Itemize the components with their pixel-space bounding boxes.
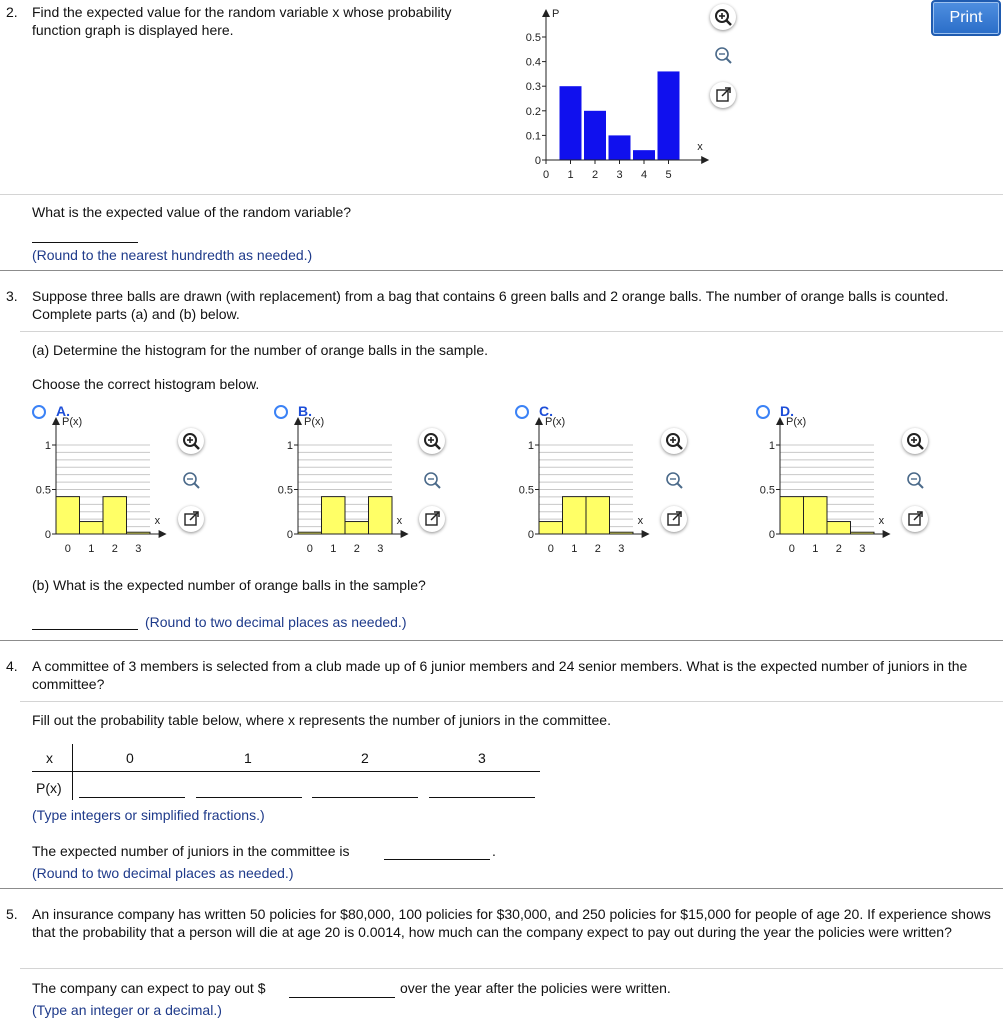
bar	[780, 497, 804, 534]
q5-hint: (Type an integer or a decimal.)	[32, 1002, 222, 1018]
bar	[563, 497, 587, 534]
x-axis-arrow	[159, 530, 167, 538]
y-tick-label: 0	[44, 529, 51, 541]
x-tick-label: 2	[353, 543, 360, 555]
y-tick-label: 0.5	[35, 484, 51, 497]
table-p-input-1[interactable]	[196, 797, 302, 798]
question-3-part-b: (b) What is the expected number of orange balls in the sample?	[32, 577, 426, 593]
bar	[609, 135, 631, 160]
x-axis-arrow	[701, 156, 709, 164]
q5-payout-after: over the year after the policies were written.	[400, 980, 671, 996]
y-tick-label: 0.1	[525, 130, 541, 143]
zoom-out-icon[interactable]	[710, 42, 736, 68]
table-x-value: 3	[478, 750, 486, 766]
y-tick-label: 0.4	[525, 56, 541, 69]
question-5-prompt: An insurance company has written 50 policies for $80,000, 100 policies for $30,000, and 250 policies for $15,000 for people of age 20. If experience shows that the probability that a person will die at age 20 is 0.0014, how much can the company expect to pay out during the year the policies were written?	[32, 906, 991, 940]
x-tick-label: 2	[594, 543, 601, 555]
open-new-window-icon[interactable]	[178, 506, 204, 532]
bar	[80, 522, 104, 534]
question-4-fill: Fill out the probability table below, where x represents the number of juniors in the committee.	[32, 712, 611, 728]
x-axis-label: x	[697, 141, 703, 153]
bar	[586, 497, 610, 534]
y-tick-label: 0.5	[518, 484, 534, 497]
q4-expected-text: The expected number of juniors in the committee is	[32, 843, 350, 859]
x-tick-label: 2	[835, 543, 842, 555]
y-tick-label: 0.5	[277, 484, 293, 497]
zoom-out-icon[interactable]	[902, 467, 928, 493]
x-tick-label: 0	[542, 169, 550, 181]
question-3-prompt: Suppose three balls are drawn (with replacement) from a bag that contains 6 green balls and 2 orange balls. The number of orange balls is counted. Complete parts (a) and (b) below.	[32, 288, 949, 322]
y-axis-label: P	[552, 8, 560, 20]
x-tick-label: 1	[812, 543, 819, 555]
y-tick-label: 0.5	[525, 32, 541, 44]
zoom-in-icon[interactable]	[661, 428, 687, 454]
x-tick-label: 3	[616, 169, 623, 181]
y-axis-label: P(x)	[545, 416, 566, 428]
bar	[560, 86, 582, 160]
option-a-label[interactable]: A.	[56, 403, 70, 419]
table-p-input-2[interactable]	[312, 797, 418, 798]
bar	[369, 497, 393, 534]
y-tick-label: 0.5	[759, 484, 775, 497]
x-axis-arrow	[401, 530, 409, 538]
bar	[584, 111, 606, 160]
question-3-part-a: (a) Determine the histogram for the number of orange balls in the sample.	[32, 342, 489, 358]
x-tick-label: 1	[571, 543, 578, 555]
open-new-window-icon[interactable]	[419, 506, 445, 532]
x-tick-label: 3	[377, 543, 384, 555]
option-d-label[interactable]: D.	[780, 403, 794, 419]
option-c-radio[interactable]	[515, 405, 529, 419]
table-p-header: P(x)	[36, 780, 62, 796]
print-button[interactable]: Print	[931, 0, 1001, 36]
option-d-radio[interactable]	[756, 405, 770, 419]
y-tick-label: 0.3	[525, 81, 541, 94]
zoom-out-icon[interactable]	[419, 467, 445, 493]
x-axis-label: x	[154, 515, 161, 527]
question-5-number: 5.	[6, 906, 18, 922]
question-2-prompt: Find the expected value for the random variable x whose probability function graph is displayed here.	[32, 4, 452, 38]
q4-answer-input[interactable]	[384, 859, 490, 860]
option-b-histogram	[272, 416, 422, 555]
y-tick-label: 0.2	[525, 105, 541, 118]
y-tick-label: 0	[286, 529, 293, 541]
option-a-histogram	[30, 416, 180, 555]
q5-payout-before: The company can expect to pay out $	[32, 980, 266, 996]
y-tick-label: 0	[527, 529, 534, 541]
q2-answer-input[interactable]	[32, 242, 138, 243]
question-2-number: 2.	[6, 4, 18, 20]
option-c-histogram	[513, 416, 663, 555]
y-axis-label: P(x)	[786, 416, 807, 428]
zoom-in-icon[interactable]	[419, 428, 445, 454]
table-x-value: 1	[244, 750, 252, 766]
question-4-prompt: A committee of 3 members is selected from a club made up of 6 junior members and 24 senior members. What is the expected number of juniors in the committee?	[32, 658, 968, 692]
zoom-out-icon[interactable]	[178, 467, 204, 493]
option-a-radio[interactable]	[32, 405, 46, 419]
x-tick-label: 1	[88, 543, 95, 555]
zoom-in-icon[interactable]	[902, 428, 928, 454]
x-tick-label: 5	[665, 169, 672, 181]
x-axis-label: x	[878, 515, 885, 527]
y-axis-label: P(x)	[304, 416, 325, 428]
table-x-value: 0	[126, 750, 134, 766]
bar	[56, 497, 80, 534]
x-tick-label: 1	[567, 169, 574, 181]
x-tick-label: 0	[788, 543, 795, 555]
open-new-window-icon[interactable]	[902, 506, 928, 532]
zoom-in-icon[interactable]	[710, 4, 736, 30]
y-tick-label: 1	[44, 440, 51, 452]
option-d-histogram	[754, 416, 904, 555]
x-axis-arrow	[642, 530, 650, 538]
x-axis-arrow	[883, 530, 891, 538]
x-tick-label: 4	[640, 169, 648, 181]
x-tick-label: 2	[591, 169, 599, 181]
q3-answer-input[interactable]	[32, 629, 138, 630]
bar	[658, 71, 680, 160]
question-3-choose: Choose the correct histogram below.	[32, 376, 260, 392]
y-tick-label: 0	[534, 155, 541, 167]
y-tick-label: 1	[286, 440, 293, 452]
question-3-number: 3.	[6, 288, 18, 304]
y-tick-label: 1	[768, 440, 775, 452]
x-tick-label: 0	[306, 543, 313, 555]
q3-hint: (Round to two decimal places as needed.)	[145, 614, 407, 630]
y-axis-label: P(x)	[62, 416, 83, 428]
bar	[827, 522, 851, 534]
x-axis-label: x	[396, 515, 403, 527]
bar	[633, 150, 655, 160]
table-x-value: 2	[361, 750, 369, 766]
option-b-radio[interactable]	[274, 405, 288, 419]
y-axis-arrow	[542, 9, 550, 17]
q2-probability-chart	[510, 0, 710, 190]
open-new-window-icon[interactable]	[710, 82, 736, 108]
bar	[345, 522, 369, 534]
q5-answer-input[interactable]	[289, 997, 395, 998]
bar	[322, 497, 346, 534]
zoom-out-icon[interactable]	[661, 467, 687, 493]
q4-table-hint: (Type integers or simplified fractions.)	[32, 807, 265, 823]
table-x-header: x	[46, 750, 53, 766]
question-2-question: What is the expected value of the random variable?	[32, 204, 352, 220]
q2-hint: (Round to the nearest hundredth as needed.)	[32, 247, 313, 263]
y-tick-label: 0	[768, 529, 775, 541]
table-p-input-0[interactable]	[79, 797, 185, 798]
x-tick-label: 0	[64, 543, 71, 555]
x-tick-label: 3	[618, 543, 625, 555]
zoom-in-icon[interactable]	[178, 428, 204, 454]
bar	[103, 497, 127, 534]
bar	[539, 522, 563, 534]
table-p-input-3[interactable]	[429, 797, 535, 798]
x-tick-label: 3	[859, 543, 866, 555]
option-c-label[interactable]: C.	[539, 403, 553, 419]
x-tick-label: 2	[111, 543, 118, 555]
q4-period: .	[492, 843, 496, 859]
x-tick-label: 1	[330, 543, 337, 555]
q4-hint: (Round to two decimal places as needed.)	[32, 865, 294, 881]
x-tick-label: 3	[135, 543, 142, 555]
question-4-number: 4.	[6, 658, 18, 674]
x-tick-label: 0	[547, 543, 554, 555]
x-axis-label: x	[637, 515, 644, 527]
bar	[804, 497, 828, 534]
y-tick-label: 1	[527, 440, 534, 452]
option-b-label[interactable]: B.	[298, 403, 312, 419]
open-new-window-icon[interactable]	[661, 506, 687, 532]
